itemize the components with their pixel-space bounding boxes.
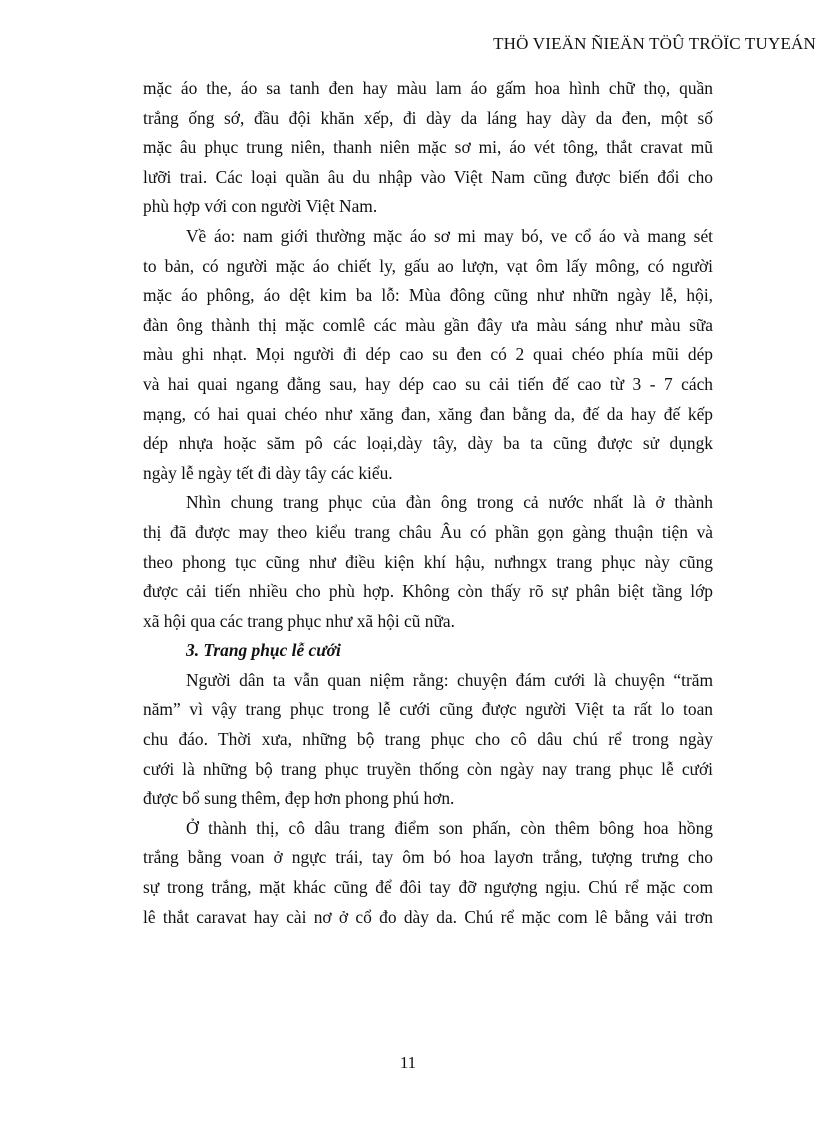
text-line: ngày lễ ngày tết đi dày tây các kiểu.	[143, 462, 393, 483]
text-line: màu ghi nhạt. Mọi người đi dép cao su đen có 2 quai chéo phía mũi dép	[143, 344, 713, 365]
text-line: Người dân ta vẫn quan niệm rằng: chuyện đám cưới là chuyện “trăm	[186, 669, 713, 690]
text-line: phù hợp với con người Việt Nam.	[143, 196, 378, 217]
text-line: lưỡi trai. Các loại quần âu du nhập vào Việt Nam cũng được biến đổi cho	[143, 166, 713, 187]
text-line: mặc áo the, áo sa tanh đen hay màu lam áo gấm hoa hình chữ thọ, quần	[143, 78, 713, 98]
text-line: sự trong trắng, mặt khác cũng để đôi tay đỡ ngượng ngịu. Chú rể mặc com	[143, 877, 713, 898]
page-number: 11	[399, 1053, 417, 1072]
text-line: dép nhựa hoặc săm pô các loại,dày tây, dày ba ta cũng được sử dụngk	[143, 433, 713, 454]
text-line: mặc áo phông, áo dệt kim ba lỗ: Mùa đông cũng như nhữn ngày lễ, hội,	[143, 285, 713, 306]
running-header: THÖ VIEÄN ÑIEÄN TÖÛ TRÖÏC TUYEÁN	[493, 34, 816, 53]
text-line: cưới là những bộ trang phục truyền thống còn ngày nay trang phục lễ cưới	[143, 758, 713, 779]
text-line: được bổ sung thêm, đẹp hơn phong phú hơn.	[143, 788, 455, 809]
text-line: to bản, có người mặc áo chiết ly, gấu ao lượn, vạt ôm lấy mông, có người	[143, 255, 713, 276]
section-heading: 3. Trang phục lễ cưới	[186, 640, 341, 661]
text-line: mặc âu phục trung niên, thanh niên mặc sơ mi, áo vét tông, thắt cravat mũ	[143, 137, 713, 158]
text-line: thị đã được may theo kiểu trang châu Âu có phần gọn gàng thuận tiện và	[143, 521, 713, 542]
text-line: lê thắt caravat hay cài nơ ở cổ đo dày da. Chú rể mặc com lê bằng vải trơn	[143, 906, 713, 927]
page-body	[143, 74, 713, 932]
text-line: đàn ông thành thị mặc comlê các màu gần đây ưa màu sáng như màu sữa	[143, 314, 713, 335]
text-line: xã hội qua các trang phục như xã hội cũ nữa.	[143, 610, 455, 631]
text-line: trắng ống sớ, đầu đội khăn xếp, đi dày da láng hay dày da đen, một số	[143, 107, 713, 128]
text-line: năm” vì vậy trang phục trong lễ cưới cũng được người Việt ta rất lo toan	[143, 699, 713, 720]
text-line: được cải tiến nhiều cho phù hợp. Không còn thấy rõ sự phân biệt tầng lớp	[143, 581, 713, 602]
text-line: Nhìn chung trang phục của đàn ông trong cả nước nhất là ở thành	[186, 492, 713, 513]
text-line: theo phong tục cũng như điều kiện khí hậu, nưhngx trang phục này cũng	[143, 551, 713, 572]
text-line: chu đáo. Thời xưa, những bộ trang phục cho cô dâu chú rể trong ngày	[143, 729, 713, 750]
text-line: mạng, có hai quai chéo như xăng đan, xăng đan bằng da, đế da hay đế kếp	[143, 403, 713, 424]
text-line: Về áo: nam giới thường mặc áo sơ mi may bó, ve cổ áo và mang sét	[186, 225, 713, 246]
text-line: trắng bằng voan ở ngực trái, tay ôm bó hoa layơn trắng, tượng trưng cho	[143, 847, 713, 868]
text-line: và hai quai ngang đằng sau, hay dép cao su cải tiến đế cao từ 3 - 7 cách	[143, 373, 713, 394]
text-line: Ở thành thị, cô dâu trang điểm son phấn, còn thêm bông hoa hồng	[186, 817, 713, 838]
